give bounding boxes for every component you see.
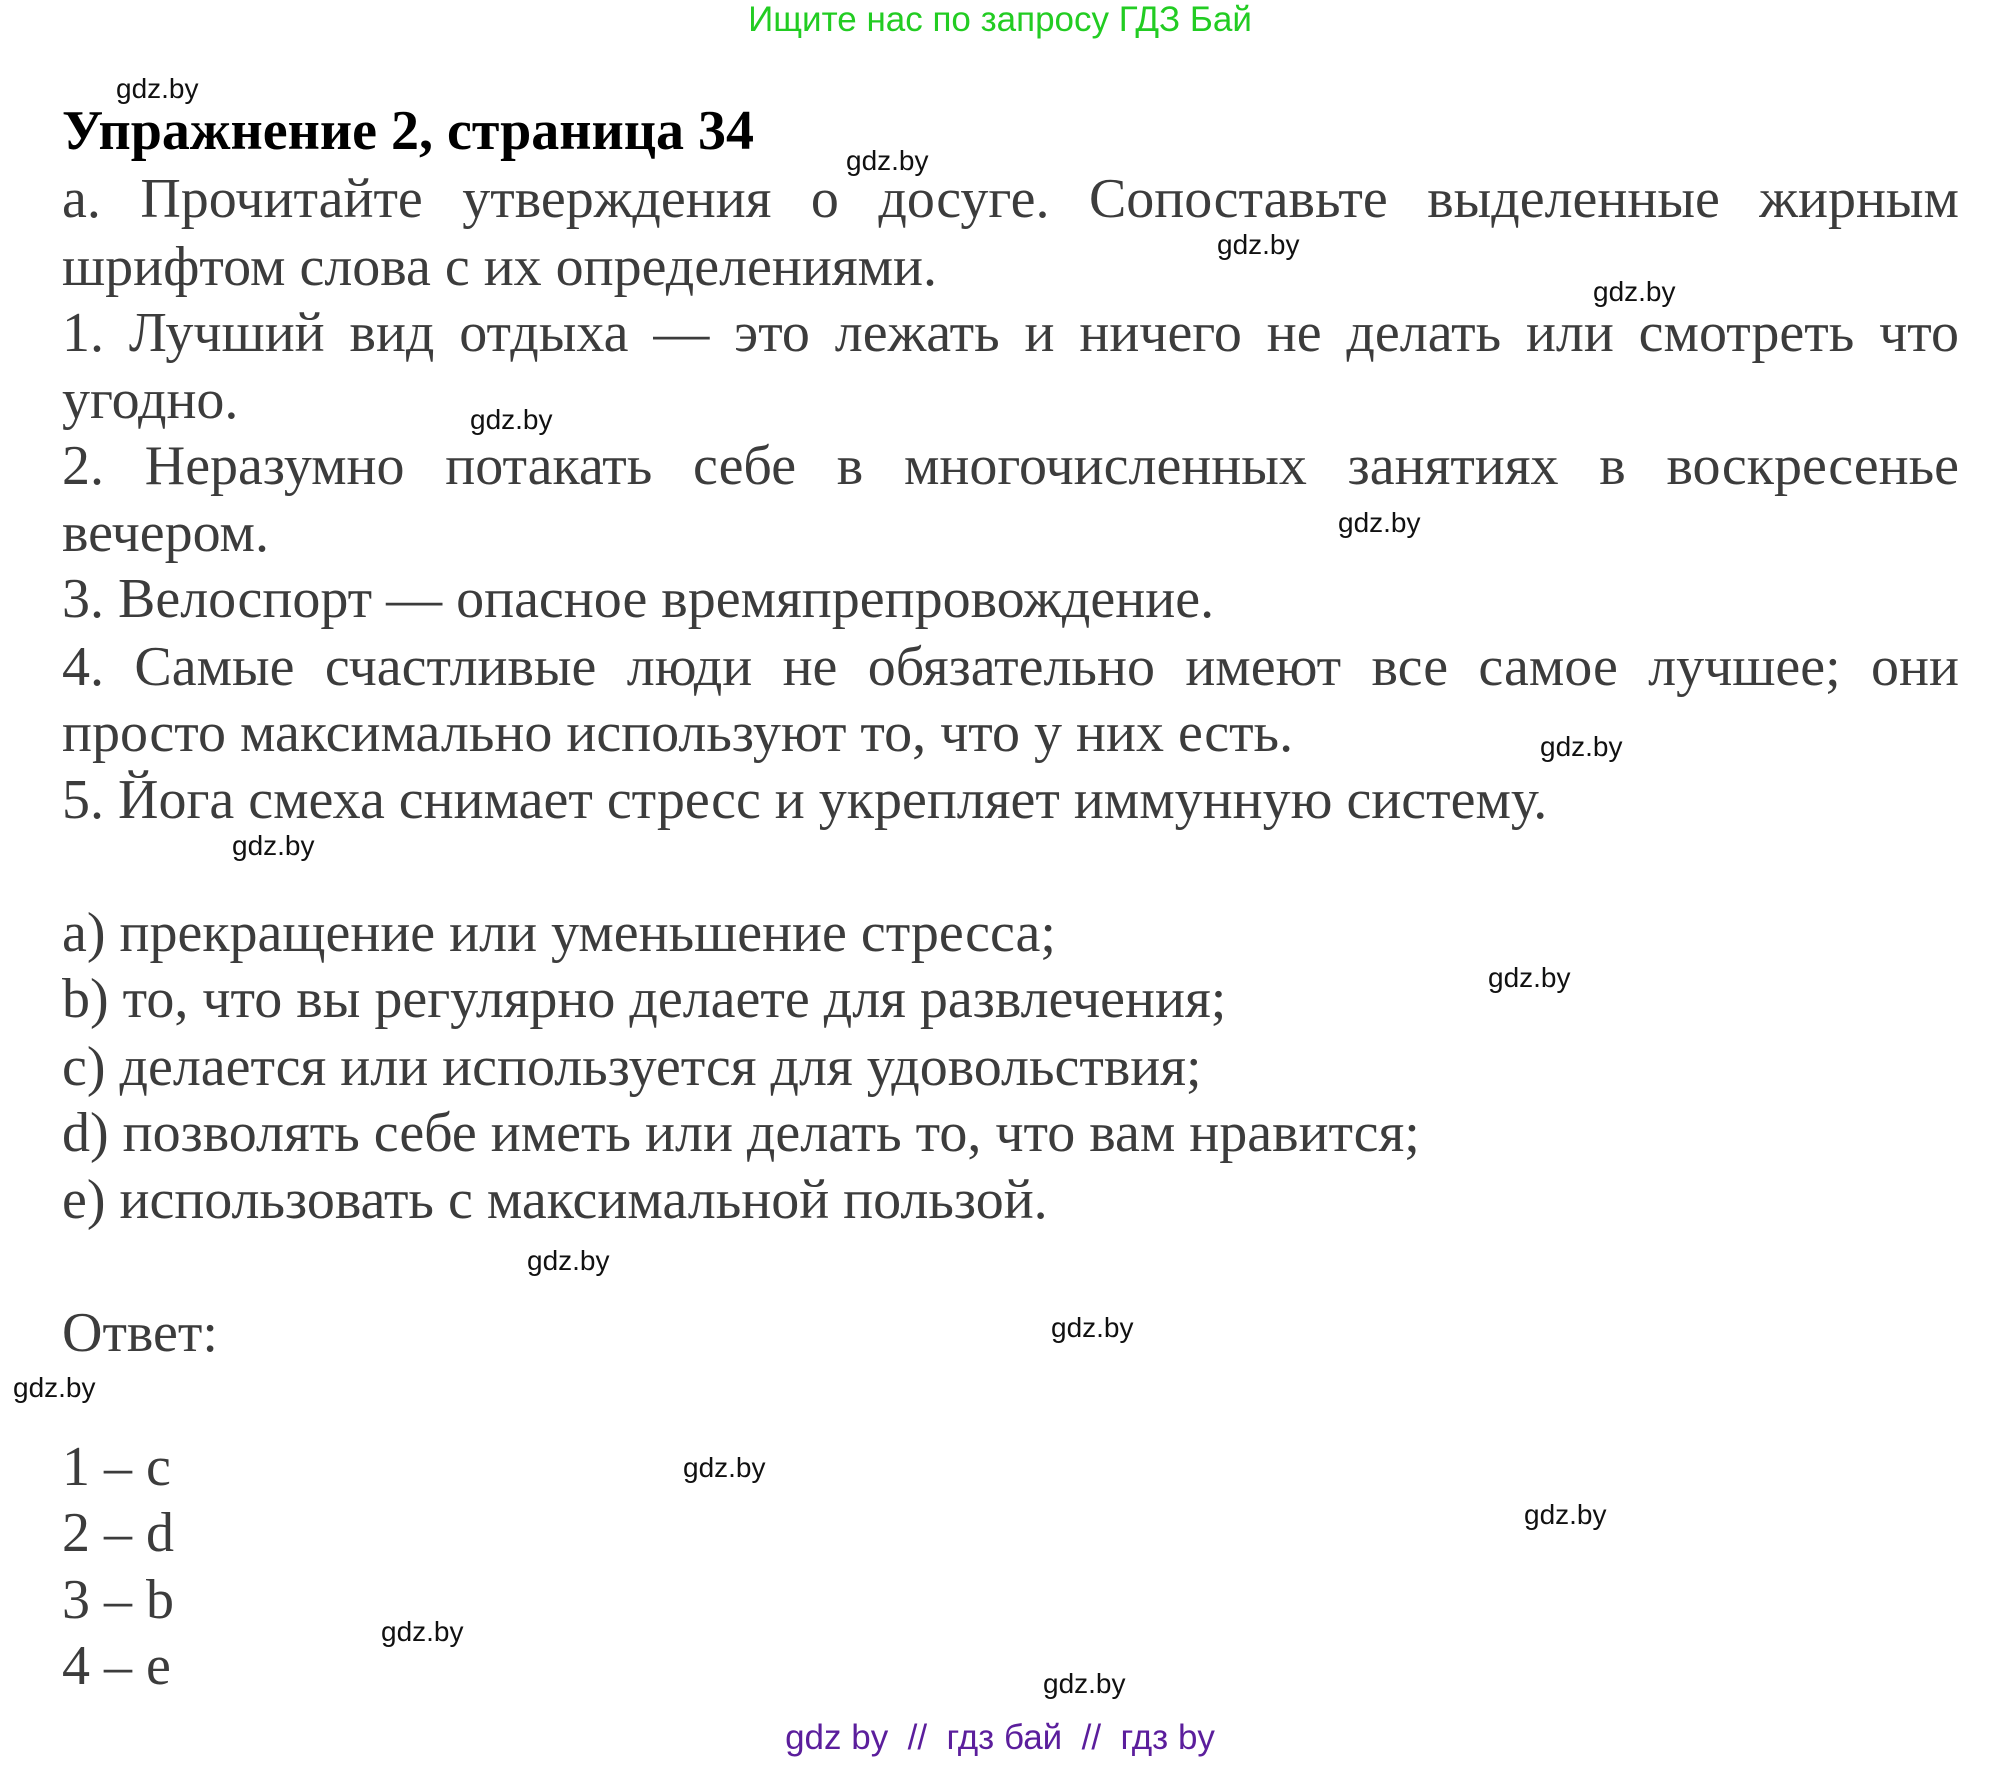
answer-4: 4 – e bbox=[62, 1635, 171, 1697]
definition-a: a) прекращение или уменьшение стресса; bbox=[62, 902, 1056, 964]
watermark: gdz.by bbox=[381, 1616, 464, 1647]
watermark: gdz.by bbox=[1217, 229, 1300, 260]
watermark: gdz.by bbox=[1051, 1312, 1134, 1343]
task-text-line: а. Прочитайте утверждения о досуге. Сопоставьте выделенные жирным bbox=[62, 168, 1959, 230]
definition-c: c) делается или используется для удовольствия; bbox=[62, 1036, 1202, 1098]
watermark: gdz.by bbox=[232, 830, 315, 861]
watermark: gdz.by bbox=[1043, 1668, 1126, 1699]
watermark: gdz.by bbox=[1338, 507, 1421, 538]
watermark: gdz.by bbox=[527, 1245, 610, 1276]
statement-4-cont: просто максимально используют то, что у них есть. bbox=[62, 702, 1294, 764]
answer-3: 3 – b bbox=[62, 1569, 174, 1631]
statement-1: 1. Лучший вид отдыха — это лежать и ничего не делать или смотреть что bbox=[62, 302, 1959, 364]
footer-links[interactable]: gdz by // гдз бай // гдз by bbox=[785, 1718, 1215, 1757]
statement-1-cont: угодно. bbox=[62, 369, 239, 431]
answer-2: 2 – d bbox=[62, 1502, 174, 1564]
search-hint-banner: Ищите нас по запросу ГДЗ Бай bbox=[748, 0, 1252, 39]
answer-1: 1 – c bbox=[62, 1436, 171, 1498]
watermark: gdz.by bbox=[1488, 962, 1571, 993]
statement-3: 3. Велоспорт — опасное времяпрепровождение. bbox=[62, 568, 1215, 630]
statement-2-cont: вечером. bbox=[62, 502, 269, 564]
watermark: gdz.by bbox=[116, 73, 199, 104]
definition-e: e) использовать с максимальной пользой. bbox=[62, 1169, 1048, 1231]
statement-5: 5. Йога смеха снимает стресс и укрепляет иммунную систему. bbox=[62, 769, 1548, 831]
page-title: Упражнение 2, страница 34 bbox=[62, 100, 755, 162]
watermark: gdz.by bbox=[1524, 1499, 1607, 1530]
definition-b: b) то, что вы регулярно делаете для развлечения; bbox=[62, 968, 1227, 1030]
answer-label: Ответ: bbox=[62, 1302, 218, 1364]
statement-4: 4. Самые счастливые люди не обязательно имеют все самое лучшее; они bbox=[62, 636, 1959, 698]
watermark: gdz.by bbox=[13, 1372, 96, 1403]
watermark: gdz.by bbox=[1540, 731, 1623, 762]
task-text-line: шрифтом слова с их определениями. bbox=[62, 236, 937, 298]
watermark: gdz.by bbox=[683, 1452, 766, 1483]
statement-2: 2. Неразумно потакать себе в многочисленных занятиях в воскресенье bbox=[62, 435, 1959, 497]
watermark: gdz.by bbox=[1593, 276, 1676, 307]
definition-d: d) позволять себе иметь или делать то, что вам нравится; bbox=[62, 1102, 1420, 1164]
watermark: gdz.by bbox=[846, 145, 929, 176]
watermark: gdz.by bbox=[470, 404, 553, 435]
